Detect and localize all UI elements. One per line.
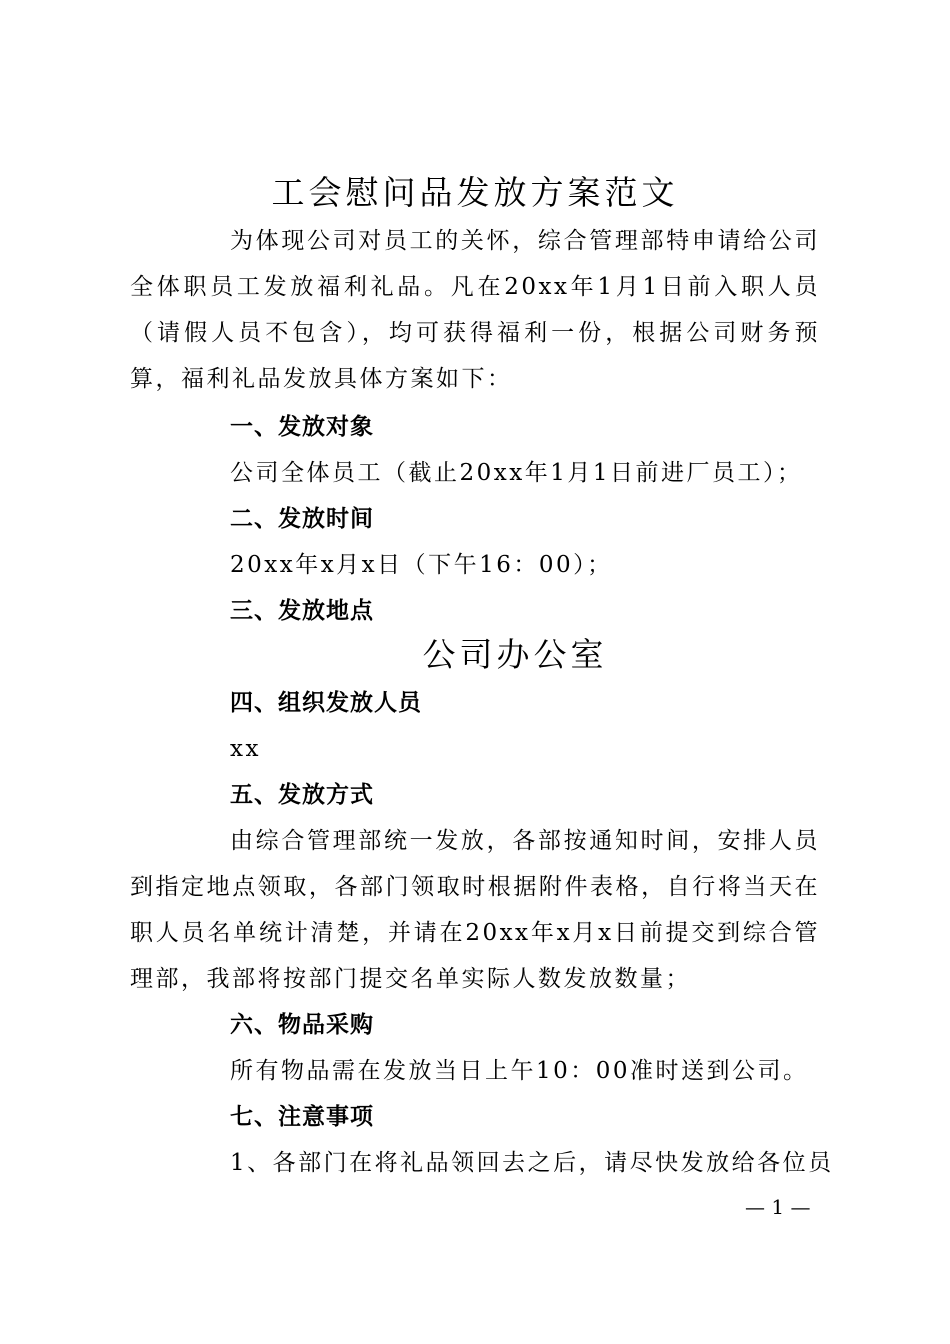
section-heading-procurement: 六、物品采购: [230, 1012, 374, 1038]
section-content-staff: xx: [230, 736, 261, 762]
section-heading-staff: 四、组织发放人员: [230, 690, 422, 716]
intro-paragraph: 为体现公司对员工的关怀，综合管理部特申请给公司全体职员工发放福利礼品。凡在20xx年1月1日前入职人员（请假人员不包含），均可获得福利一份，根据公司财务预算，福利礼品发放具体方案如下：: [130, 228, 820, 392]
section-content-recipients: 公司全体员工（截止20xx年1月1日前进厂员工）；: [230, 460, 803, 486]
section-content-time: 20xx年x月x日（下午16：00）；: [230, 552, 613, 578]
section-heading-notes: 七、注意事项: [230, 1104, 374, 1130]
document-title: 工会慰问品发放方案范文: [271, 173, 679, 212]
section-heading-recipients: 一、发放对象: [230, 414, 374, 440]
section-content-method: 由综合管理部统一发放，各部按通知时间，安排人员到指定地点领取，各部门领取时根据附件表格，自行将当天在职人员名单统计清楚，并请在20xx年x月x日前提交到综合管理部，我部将按部门提交名单实际人数发放数量；: [130, 828, 820, 992]
page-number: — 1 —: [745, 1195, 811, 1219]
section-heading-method: 五、发放方式: [230, 782, 374, 808]
section-content-procurement: 所有物品需在发放当日上午10：00准时送到公司。: [230, 1058, 809, 1084]
section-heading-time: 二、发放时间: [230, 506, 374, 532]
section-content-notes: 1、各部门在将礼品领回去之后，请尽快发放给各位员: [230, 1150, 834, 1176]
section-content-location: 公司办公室: [422, 635, 608, 674]
section-heading-location: 三、发放地点: [230, 598, 374, 624]
